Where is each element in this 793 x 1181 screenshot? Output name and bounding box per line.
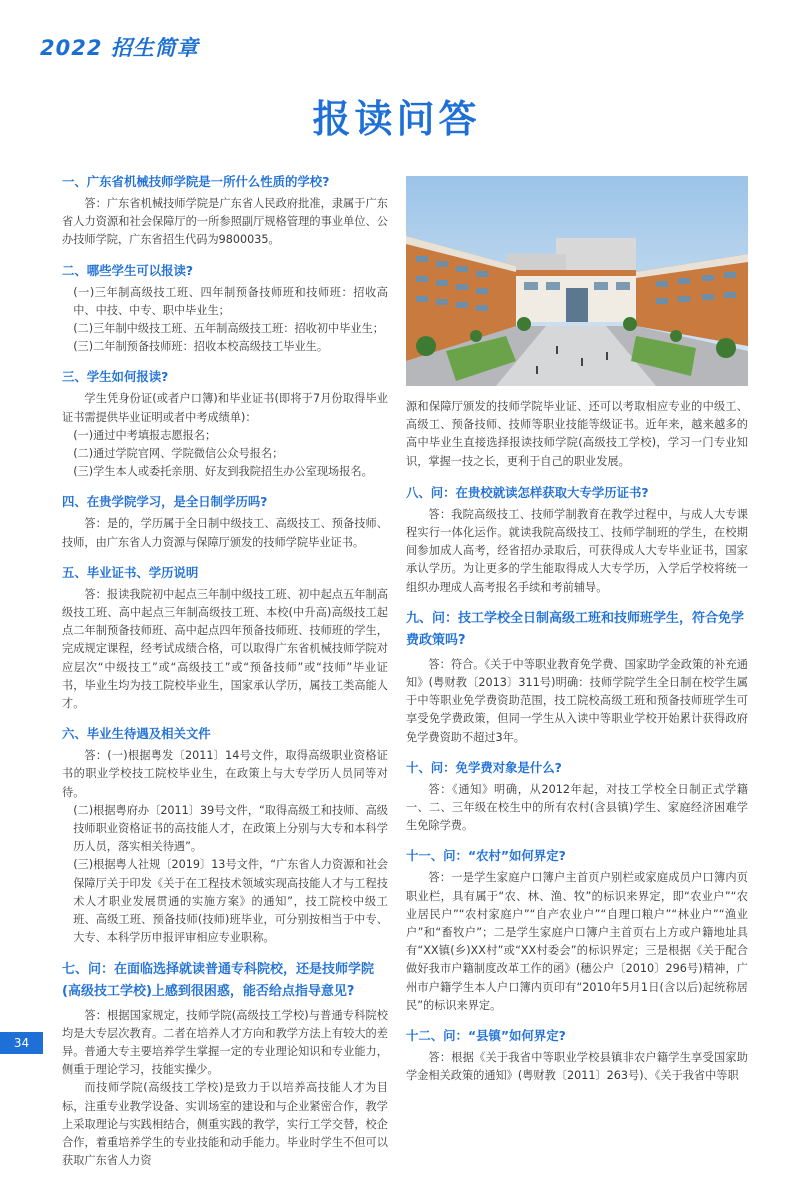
section-paragraph: 答：符合。《关于中等职业教育免学费、国家助学金政策的补充通知》(粤财教〔2013〕311号)明确：技师学院学生全日制在校学生属于中等职业免学费资助范围，技工院校高级工班和预备技师班学生可享受免学费政策，但同一学生从入读中等职业学校开始累计获得政府免学费资助不超过3年。 bbox=[406, 657, 748, 744]
section-paragraph: 答：根据国家规定，技师学院(高级技工学校)与普通专科院校均是大专层次教育。二者在培养人才方向和教学方法上有较大的差异。普通大专主要培养学生掌握一定的专业理论知识和专业能力，侧重于理论学习，技能实操少。 bbox=[62, 1008, 388, 1077]
section-paragraph: 而技师学院(高级技工学校)是致力于以培养高技能人才为目标，注重专业教学设备、实训场室的建设和与企业紧密合作，教学上采取理论与实践相结合，侧重实践的教学，实行工学交替，校企合作，着重培养学生的专业技能和动手能力。毕业时学生不但可以获取广东省人力资 bbox=[62, 1081, 388, 1168]
section-paragraph: (二)通过学院官网、学院微信公众号报名； bbox=[73, 447, 284, 461]
section-heading: 四、在贵学院学习，是全日制学历吗? bbox=[62, 494, 268, 510]
page-title: 报读问答 bbox=[312, 97, 481, 141]
section-paragraph: 答：根据《关于我省中等职业学校县镇非农户籍学生享受国家助学金相关政策的通知》(粤财教〔2011〕263号)、《关于我省中等职 bbox=[406, 1051, 748, 1083]
section-heading: 七、问：在面临选择就读普通专科院校，还是技师学院(高级技工学校)上感到很困惑，能否给点指导意见? bbox=[62, 961, 375, 999]
section-heading: 六、毕业生待遇及相关文件 bbox=[62, 726, 211, 742]
qa-section bbox=[62, 261, 388, 357]
section-heading: 二、哪些学生可以报读? bbox=[62, 262, 194, 278]
section-paragraph: 答：是的，学历属于全日制中级技工、高级技工、预备技师、技师，由广东省人力资源与保障厅颁发的技师学院毕业证书。 bbox=[62, 517, 388, 549]
qa-section bbox=[62, 367, 388, 481]
section-paragraph: (三)学生本人或委托亲朋、好友到我院招生办公室现场报名。 bbox=[73, 465, 373, 479]
continued-paragraph: 源和保障厅颁发的技师学院毕业证、还可以考取相应专业的中级工、高级工、预备技师、技师等职业技能等级证书。近年来，越来越多的高中毕业生直接选择报读技师学院(高级技工学校)，学习一门专业知识，掌握一技之长，更利于自己的职业发展。 bbox=[406, 400, 748, 468]
qa-section bbox=[406, 846, 748, 1015]
qa-section bbox=[406, 1026, 748, 1085]
campus-photo bbox=[406, 176, 748, 386]
section-paragraph: 学生凭身份证(或者户口簿)和毕业证书(即将于7月份取得毕业证书需提供毕业证明或者中考成绩单)： bbox=[62, 392, 388, 424]
qa-section bbox=[62, 172, 388, 250]
section-heading: 三、学生如何报读? bbox=[62, 369, 169, 385]
section-paragraph: 答：一是学生家庭户口簿户主首页户别栏或家庭成员户口簿内页职业栏，具有属于“农、林、渔、牧”的标识来界定，即“农业户”“农业居民户”“农村家庭户”“自产农业户”“自理口粮户”“林业户”“渔业户”和“畜牧户”；二是学生家庭户口簿户主首页右上方或户籍地址具有“XX镇(乡)XX村”或“XX村委会”的标识界定；三是根据《关于配合做好我市户籍制度改革工作的函》(穗公户〔2010〕296号)精神，广州市户籍学生本人户口簿内页印有“2010年5月1日(含以后)起统称居民”的标识来界定。 bbox=[406, 871, 748, 1012]
section-paragraph: (二)根据粤府办〔2011〕39号文件，“取得高级工和技师、高级技师职业资格证书的高技能人才，在政策上分别与大专和本科学历人员，落实相关待遇”。 bbox=[73, 803, 388, 854]
section-paragraph: 答：我院高级技工、技师学制教育在教学过程中，与成人大专课程实行一体化运作。就读我院高级技工、技师学制班的学生，在校期间参加成人高考，经省招办录取后，可获得成人大专毕业证书，国家承认学历。为让更多的学生能取得成人大专学历，入学后学校将统一组织办理成人高考报名手续和考前辅导。 bbox=[406, 507, 748, 594]
left-column bbox=[62, 172, 388, 1181]
section-heading: 九、问：技工学校全日制高级工班和技师班学生，符合免学费政策吗? bbox=[406, 610, 745, 648]
qa-section bbox=[406, 608, 748, 747]
page-number: 34 bbox=[0, 1032, 43, 1054]
right-column bbox=[406, 398, 748, 1096]
section-heading: 一、广东省机械技师学院是一所什么性质的学校? bbox=[62, 174, 330, 189]
section-paragraph: 答：广东省机械技师学院是广东省人民政府批准，隶属于广东省人力资源和社会保障厅的一所参照副厅规格管理的事业单位、公办技师学院，广东省招生代码为9800035。 bbox=[62, 197, 388, 247]
qa-section bbox=[62, 563, 388, 713]
qa-section bbox=[406, 758, 748, 836]
section-heading: 八、问：在贵校就读怎样获取大专学历证书? bbox=[406, 484, 649, 500]
section-paragraph: 答：报读我院初中起点三年制中级技工班、初中起点五年制高级技工班、高中起点三年制高级技工班、本校(中升高)高级技工起点二年制预备技师班、高中起点四年预备技师班、技师班的学生，完成规定课程，经考试成绩合格，可以取得广东省机械技师学院对应层次“中级技工”或“高级技工”或“预备技师”或“技师”毕业证书，毕业生均为技工院校毕业生，国家承认学历，属技工类高能人才。 bbox=[62, 587, 388, 711]
qa-section bbox=[62, 959, 388, 1171]
qa-section bbox=[406, 483, 748, 597]
section-paragraph: (二)三年制中级技工班、五年制高级技工班：招收初中毕业生； bbox=[73, 322, 384, 336]
qa-section bbox=[62, 492, 388, 551]
brochure-header: 2022 招生简章 bbox=[40, 36, 199, 60]
section-paragraph: (三)根据粤人社规〔2019〕13号文件，“广东省人力资源和社会保障厅关于印发《关于在工程技术领域实现高技能人才与工程技术人才职业发展贯通的实施方案》的通知”，技工院校中级工班、高级工班、预备技师(技师)班毕业，可分别按相当于中专、大专、本科学历申报评审相应专业职称。 bbox=[73, 858, 388, 945]
section-paragraph: 答：(一)根据粤发〔2011〕14号文件，取得高级职业资格证书的职业学校技工院校毕业生，在政策上与大专学历人员同等对待。 bbox=[62, 749, 388, 799]
section-heading: 十、问：免学费对象是什么? bbox=[406, 759, 562, 775]
section-heading: 十二、问：“县镇”如何界定? bbox=[406, 1028, 566, 1044]
section-heading: 十一、问：“农村”如何界定? bbox=[406, 848, 566, 864]
section-paragraph: (一)通过中考填报志愿报名； bbox=[73, 428, 217, 442]
section-heading: 五、毕业证书、学历说明 bbox=[62, 564, 199, 580]
section-paragraph: 答：《通知》明确，从2012年起，对技工学校全日制正式学籍一、二、三年级在校生中的所有农村(含县镇)学生、家庭经济困难学生免除学费。 bbox=[406, 782, 748, 833]
section-paragraph: (三)二年制预备技师班：招收本校高级技工毕业生。 bbox=[73, 340, 329, 354]
section-paragraph: (一)三年制高级技工班、四年制预备技师班和技师班：招收高中、中技、中专、职中毕业生； bbox=[73, 285, 388, 317]
qa-section bbox=[62, 724, 388, 947]
